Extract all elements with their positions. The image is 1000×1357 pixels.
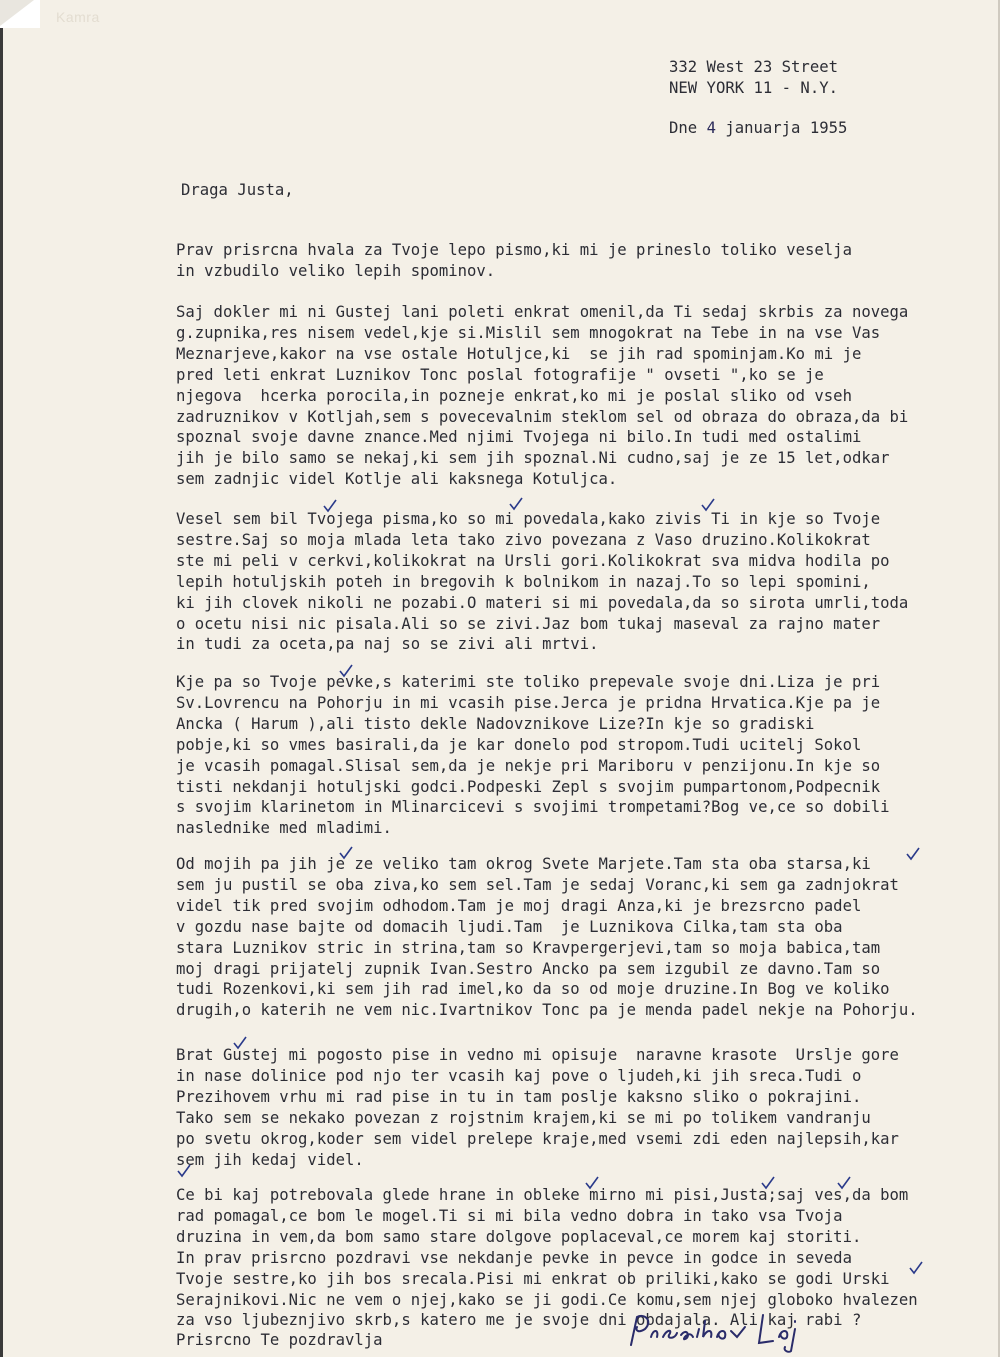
text-line: za vso ljubeznjivo skrb,s katero me je svoje dni obdajala. Ali kaj rabi ? (176, 1311, 862, 1330)
text-line: sem zadnjic videl Kotlje ali kaksnega Kotuljca. (176, 470, 618, 489)
text-line: sem ju pustil se oba ziva,ko sem sel.Tam je sedaj Voranc,ki sem ga zadnjokrat (176, 875, 899, 894)
check-mark-icon (908, 1260, 924, 1276)
text-line: moj dragi prijatelj zupnik Ivan.Sestro Ancko pa sem izgubil ze davno.Tam so (176, 959, 881, 978)
text-line: Vesel sem bil Tvojega pisma,ko so mi povedala,kako zivis Ti in kje so Tvoje (176, 510, 881, 528)
text-line: Brat Gustej mi pogosto pise in vedno mi opisuje naravne krasote Urslje gore (176, 1046, 899, 1064)
check-mark-icon (836, 1175, 852, 1191)
watermark: Kamra (56, 9, 100, 25)
date-prefix: Dne (669, 119, 698, 137)
text-line: in nase dolinice pod njo ter vcasih kaj pove o ljudeh,ki jih sreca.Tudi o (176, 1066, 862, 1085)
text-line: Prav prisrcna hvala za Tvoje lepo pismo,ki mi je prineslo toliko veselja (176, 241, 852, 259)
text-line: sem jih kedaj videl. (176, 1150, 364, 1169)
date-rest: januarja 1955 (725, 119, 848, 137)
paragraph-2 (176, 302, 908, 490)
text-line: tudi Rozenkovi,ki sem jih rad imel,ko da so od moje druzine.In Bog ve koliko (176, 980, 890, 999)
check-mark-icon (905, 846, 921, 862)
paragraph-5 (176, 854, 918, 1021)
text-line: Saj dokler mi ni Gustej lani poleti enkrat omenil,da Ti sedaj skrbis za novega (176, 303, 909, 321)
salutation: Draga Justa, (181, 181, 294, 199)
text-line: Tako sem se nekako povezan z rojstnim krajem,ki se mi po tolikem vandranju (176, 1108, 871, 1127)
text-line: po svetu okrog,koder sem videl prelepe kraje,med vsemi zdi eden najlepsih,kar (176, 1129, 899, 1148)
text-line: Tvoje sestre,ko jih bos srecala.Pisi mi enkrat ob priliki,kako se godi Urski (176, 1269, 890, 1288)
text-line: o ocetu nisi nic pisala.Ali so se zivi.Jaz bom tukaj maseval za rajno mater (176, 614, 881, 633)
text-line: njegova hcerka porocila,in pozneje enkrat,ko mi je poslal sliko od vseh (176, 386, 852, 405)
text-line: Kje pa so Tvoje pevke,s katerimi ste toliko prepevale svoje dni.Liza je pri (176, 673, 881, 691)
text-line: in vzbudilo veliko lepih spominov. (176, 261, 496, 280)
paragraph-1 (176, 240, 852, 282)
text-line: ki jih clovek nikoli ne pozabi.O materi si mi povedala,da so sirota umrli,toda (176, 593, 909, 612)
paragraph-6 (176, 1045, 899, 1170)
check-mark-icon (176, 1163, 192, 1179)
paragraph-4 (176, 672, 890, 839)
address-line-1: 332 West 23 Street (669, 58, 838, 76)
text-line: tisti nekdanji hotuljski godci.Podpeski Zepl s svojim pumpartonom,Podpecnik (176, 777, 881, 796)
text-line: pred leti enkrat Luznikov Tonc poslal fotografije " ovseti ",ko se je (176, 365, 824, 384)
text-line: s svojim klarinetom in Mlinarcicevi s svojimi trompetami?Bog ve,ce so dobili (176, 798, 890, 817)
text-line: lepih hotuljskih poteh in bregovih k bolnikom in nazaj.To so lepi spomini, (176, 572, 871, 591)
check-mark-icon (338, 845, 354, 861)
text-line: Serajnikovi.Nic ne vem o njej,kako se ji godi.Ce komu,sem njej globoko hvalezen (176, 1290, 918, 1309)
paragraph-3 (176, 509, 908, 655)
text-line: in tudi za oceta,pa naj so se zivi ali mrtvi. (176, 635, 599, 654)
page-edge-shadow (0, 0, 3, 1357)
sender-address (669, 57, 838, 99)
text-line: stara Luznikov stric in strina,tam so Kravpergerjevi,tam so moja babica,tam (176, 938, 881, 957)
check-mark-icon (508, 496, 524, 512)
text-line: naslednike med mladimi. (176, 819, 392, 838)
text-line: Prezihovem vrhu mi rad pise in tu in tam poslje kaksno sliko o pokrajini. (176, 1087, 862, 1106)
text-line: drugih,o katerih ne vem nic.Ivartnikov Tonc pa je menda padel nekje na Pohorju. (176, 1001, 918, 1020)
text-line: Ancka ( Harum ),ali tisto dekle Nadovznikove Lize?In kje so gradiski (176, 714, 815, 733)
text-line: Sv.Lovrencu na Pohorju in mi vcasih pise.Jerca je pridna Hrvatica.Kje pa je (176, 693, 881, 712)
text-line: ste mi peli v cerkvi,kolikokrat na Ursli gori.Kolikokrat sva midva hodila po (176, 551, 890, 570)
text-line: druzina in vem,da bom samo stare dolgove poplaceval,ce morem kaj storiti. (176, 1227, 862, 1246)
text-line: zadruznikov v Kotljah,sem s povecevalnim steklom sel od obraza do obraza,da bi (176, 407, 909, 426)
text-line: pobje,ki so vmes basirali,da je kar donelo pod stropom.Tudi ucitelj Sokol (176, 735, 862, 754)
text-line: Meznarjeve,kakor na vse ostale Hotuljce,ki se jih rad spominjam.Ko mi je (176, 344, 862, 363)
text-line: Od mojih pa jih je ze veliko tam okrog Svete Marjete.Tam sta oba starsa,ki (176, 855, 871, 873)
text-line: g.zupnika,res nisem vedel,kje si.Mislil sem mnogokrat na Tebe in na vse Vas (176, 323, 881, 342)
handwritten-signature (623, 1307, 823, 1355)
text-line: je vcasih pomagal.Slisal sem,da je nekje pri Mariboru v penzijonu.In kje so (176, 756, 881, 775)
address-line-2: NEW YORK 11 - N.Y. (669, 79, 838, 97)
check-mark-icon (584, 1175, 600, 1191)
check-mark-icon (232, 1035, 248, 1051)
text-line: spoznal svoje davne znance.Med njimi Tvojega ni bilo.In tudi med ostalimi (176, 428, 862, 447)
text-line: videl tik pred svojim odhodom.Tam je moj dragi Anza,ki je brezsrcno padel (176, 896, 862, 915)
letter-date (669, 118, 847, 138)
text-line: Ce bi kaj potrebovala glede hrane in obleke mirno mi pisi,Justa;saj ves,da bom (176, 1186, 909, 1204)
corner-tab-icon (0, 0, 40, 28)
text-line: sestre.Saj so moja mlada leta tako zivo povezana z Vaso druzino.Kolikokrat (176, 530, 871, 549)
text-line: jih je bilo samo se nekaj,ki sem jih spoznal.Ni cudno,saj je ze 15 let,odkar (176, 449, 890, 468)
text-line: rad pomagal,ce bom le mogel.Ti si mi bila vedno dobra in tako vsa Tvoja (176, 1206, 843, 1225)
check-mark-icon (700, 497, 716, 513)
check-mark-icon (760, 1175, 776, 1191)
date-day: 4 (706, 119, 716, 137)
text-line: In prav prisrcno pozdravi vse nekdanje pevke in pevce in godce in seveda (176, 1248, 852, 1267)
closing-line: Prisrcno Te pozdravlja (176, 1331, 383, 1349)
check-mark-icon (322, 498, 338, 514)
text-line: v gozdu nase bajte od domacih ljudi.Tam je Luznikova Cilka,tam sta oba (176, 917, 843, 936)
check-mark-icon (338, 663, 354, 679)
